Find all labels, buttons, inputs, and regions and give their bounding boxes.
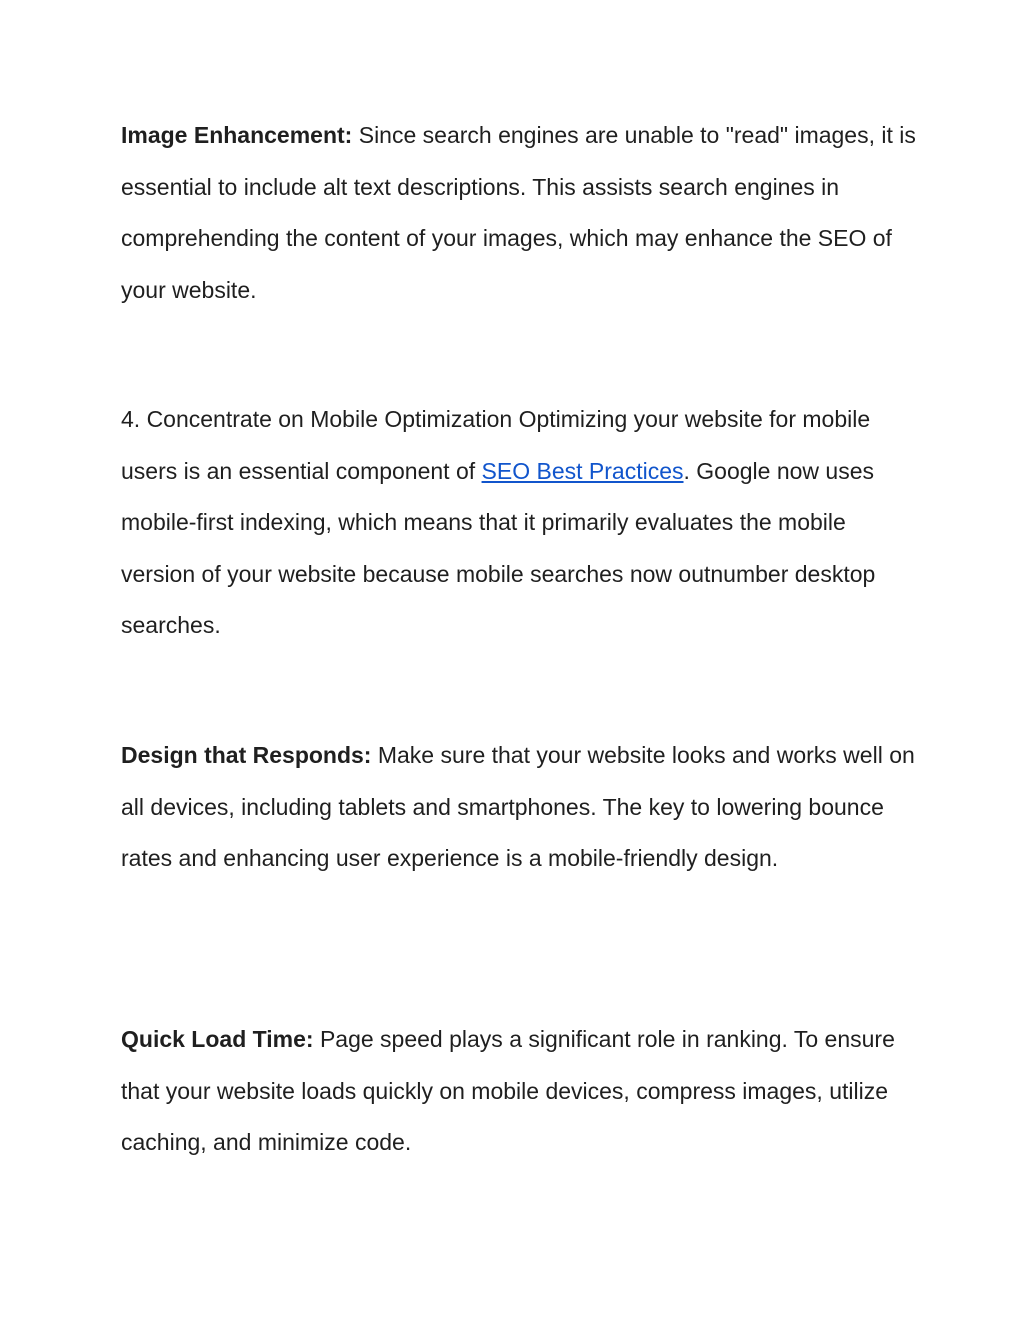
quick-load-time-heading: Quick Load Time:	[121, 1026, 314, 1052]
responsive-design-paragraph	[121, 730, 921, 885]
responsive-design-heading: Design that Responds:	[121, 742, 372, 768]
responsive-design-body: Make sure that your website looks and works well on all devices, including tablets and smartphones. The key to lowering bounce rates and enhancing user experience is a mobile-friendly design.	[121, 742, 915, 871]
image-enhancement-heading: Image Enhancement:	[121, 122, 353, 148]
mobile-optimization-paragraph	[121, 394, 921, 652]
quick-load-time-paragraph	[121, 1014, 921, 1169]
quick-load-time-body: Page speed plays a significant role in ranking. To ensure that your website loads quickly on mobile devices, compress images, utilize caching, and minimize code.	[121, 1026, 895, 1155]
mobile-optimization-body-end: . Google now uses mobile-first indexing, which means that it primarily evaluates the mobile version of your website because mobile searches now outnumber desktop searches.	[121, 457, 876, 638]
seo-best-practices-link[interactable]: SEO Best Practices	[481, 457, 684, 484]
mobile-optimization-body-start: 4. Concentrate on Mobile Optimization Optimizing your website for mobile users is an essential component of	[121, 406, 871, 484]
image-enhancement-paragraph	[121, 110, 921, 316]
image-enhancement-body: Since search engines are unable to "read" images, it is essential to include alt text descriptions. This assists search engines in comprehending the content of your images, which may enhance the SEO of your website.	[121, 122, 916, 303]
